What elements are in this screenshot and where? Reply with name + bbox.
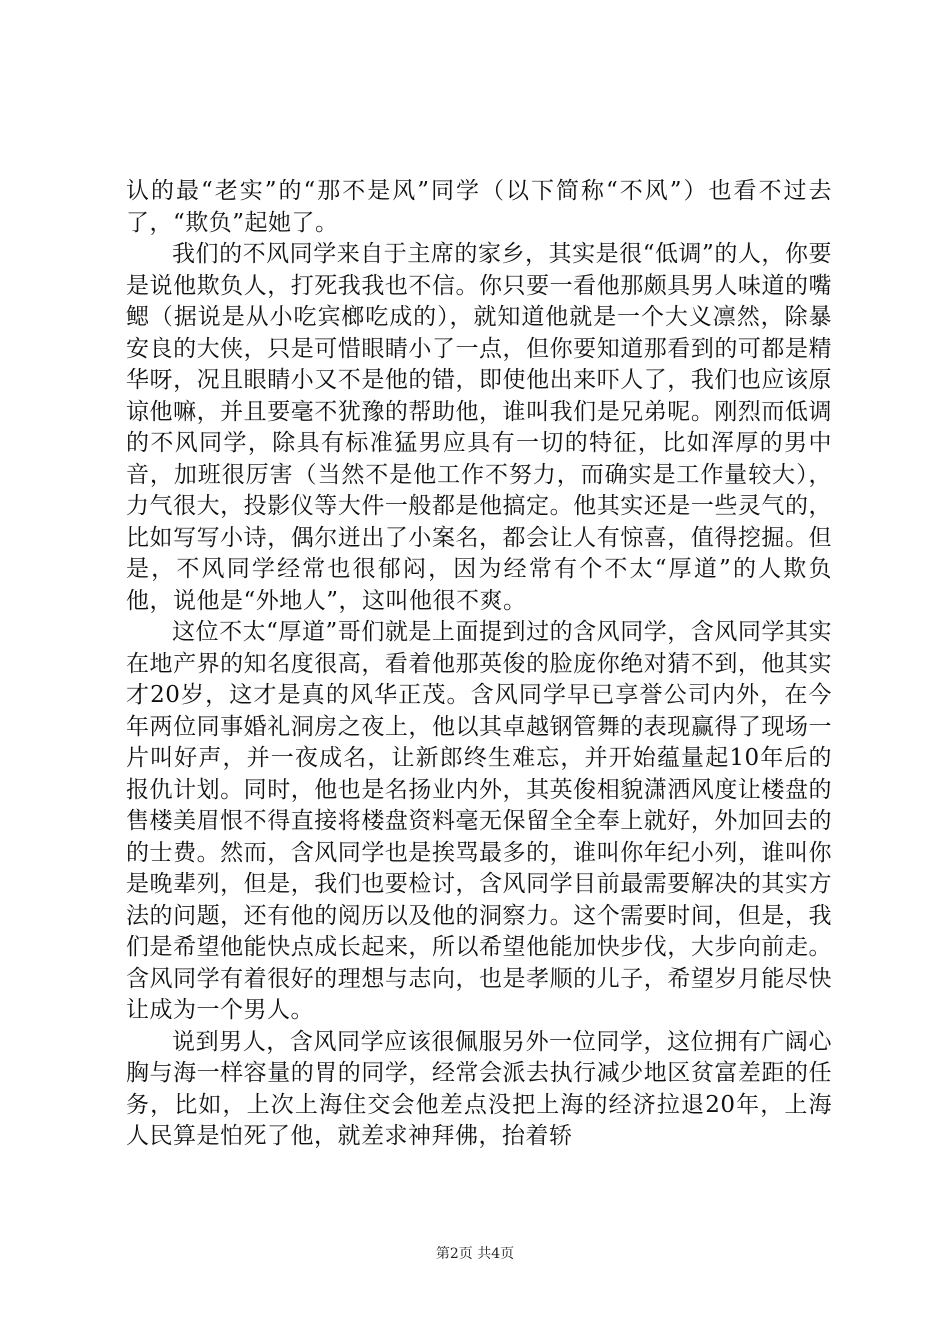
paragraph-1: 认的最“老实”的“那不是风”同学（以下简称“不风”）也看不过去了，“欺负”起她了。 [126, 178, 832, 236]
paragraph-3: 这位不太“厚道”哥们就是上面提到过的含风同学，含风同学其实在地产界的知名度很高，看着他那英俊的脸庞你绝对猜不到，他其实才20岁，这才是真的风华正茂。含风同学早已享誉公司内外，在今年两位同事婚礼洞房之夜上，他以其卓越钢管舞的表现赢得了现场一片叫好声，并一夜成名，让新郎终生难忘，并开始蕴量起10年后的报仇计划。同时，他也是名扬业内外，其英俊相貌潇洒风度让楼盘的售楼美眉恨不得直接将楼盘资料毫无保留全全奉上就好，外加回去的的士费。然而，含风同学也是挨骂最多的，谁叫你年纪小列，谁叫你是晚辈列，但是，我们也要检讨，含风同学目前最需要解决的其实方法的问题，还有他的阅历以及他的洞察力。这个需要时间，但是，我们是希望他能快点成长起来，所以希望他能加快步伐，大步向前走。含风同学有着很好的理想与志向，也是孝顺的儿子，希望岁月能尽快让成为一个男人。 [126, 619, 832, 1023]
page-footer: 第2页 共4页 [435, 1246, 515, 1262]
paragraph-4: 说到男人，含风同学应该很佩服另外一位同学，这位拥有广阔心胸与海一样容量的胃的同学，经常会派去执行减少地区贫富差距的任务，比如，上次上海住交会他差点没把上海的经济拉退20年，上海人民算是怕死了他，就差求神拜佛，抬着轿 [126, 1028, 832, 1149]
paragraph-2: 我们的不风同学来自于主席的家乡，其实是很“低调”的人，你要是说他欺负人，打死我我也不信。你只要一看他那颇具男人味道的嘴鳃（据说是从小吃宾榔吃成的），就知道他就是一个大义凛然，除暴安良的大侠，只是可惜眼睛小了一点，但你要知道那看到的可都是精华呀，况且眼睛小又不是他的错，即使他出来吓人了，我们也应该原谅他嘛，并且要毫不犹豫的帮助他，谁叫我们是兄弟呢。刚烈而低调的不风同学，除具有标准猛男应具有一切的特征，比如浑厚的男中音，加班很厉害（当然不是他工作不努力，而确实是工作量较大），力气很大，投影仪等大件一般都是他搞定。他其实还是一些灵气的，比如写写小诗，偶尔迸出了小案名，都会让人有惊喜，值得挖掘。但是，不风同学经常也很郁闷，因为经常有个不太“厚道”的人欺负他，说他是“外地人”，这叫他很不爽。 [126, 241, 832, 614]
document-body [126, 176, 832, 1153]
